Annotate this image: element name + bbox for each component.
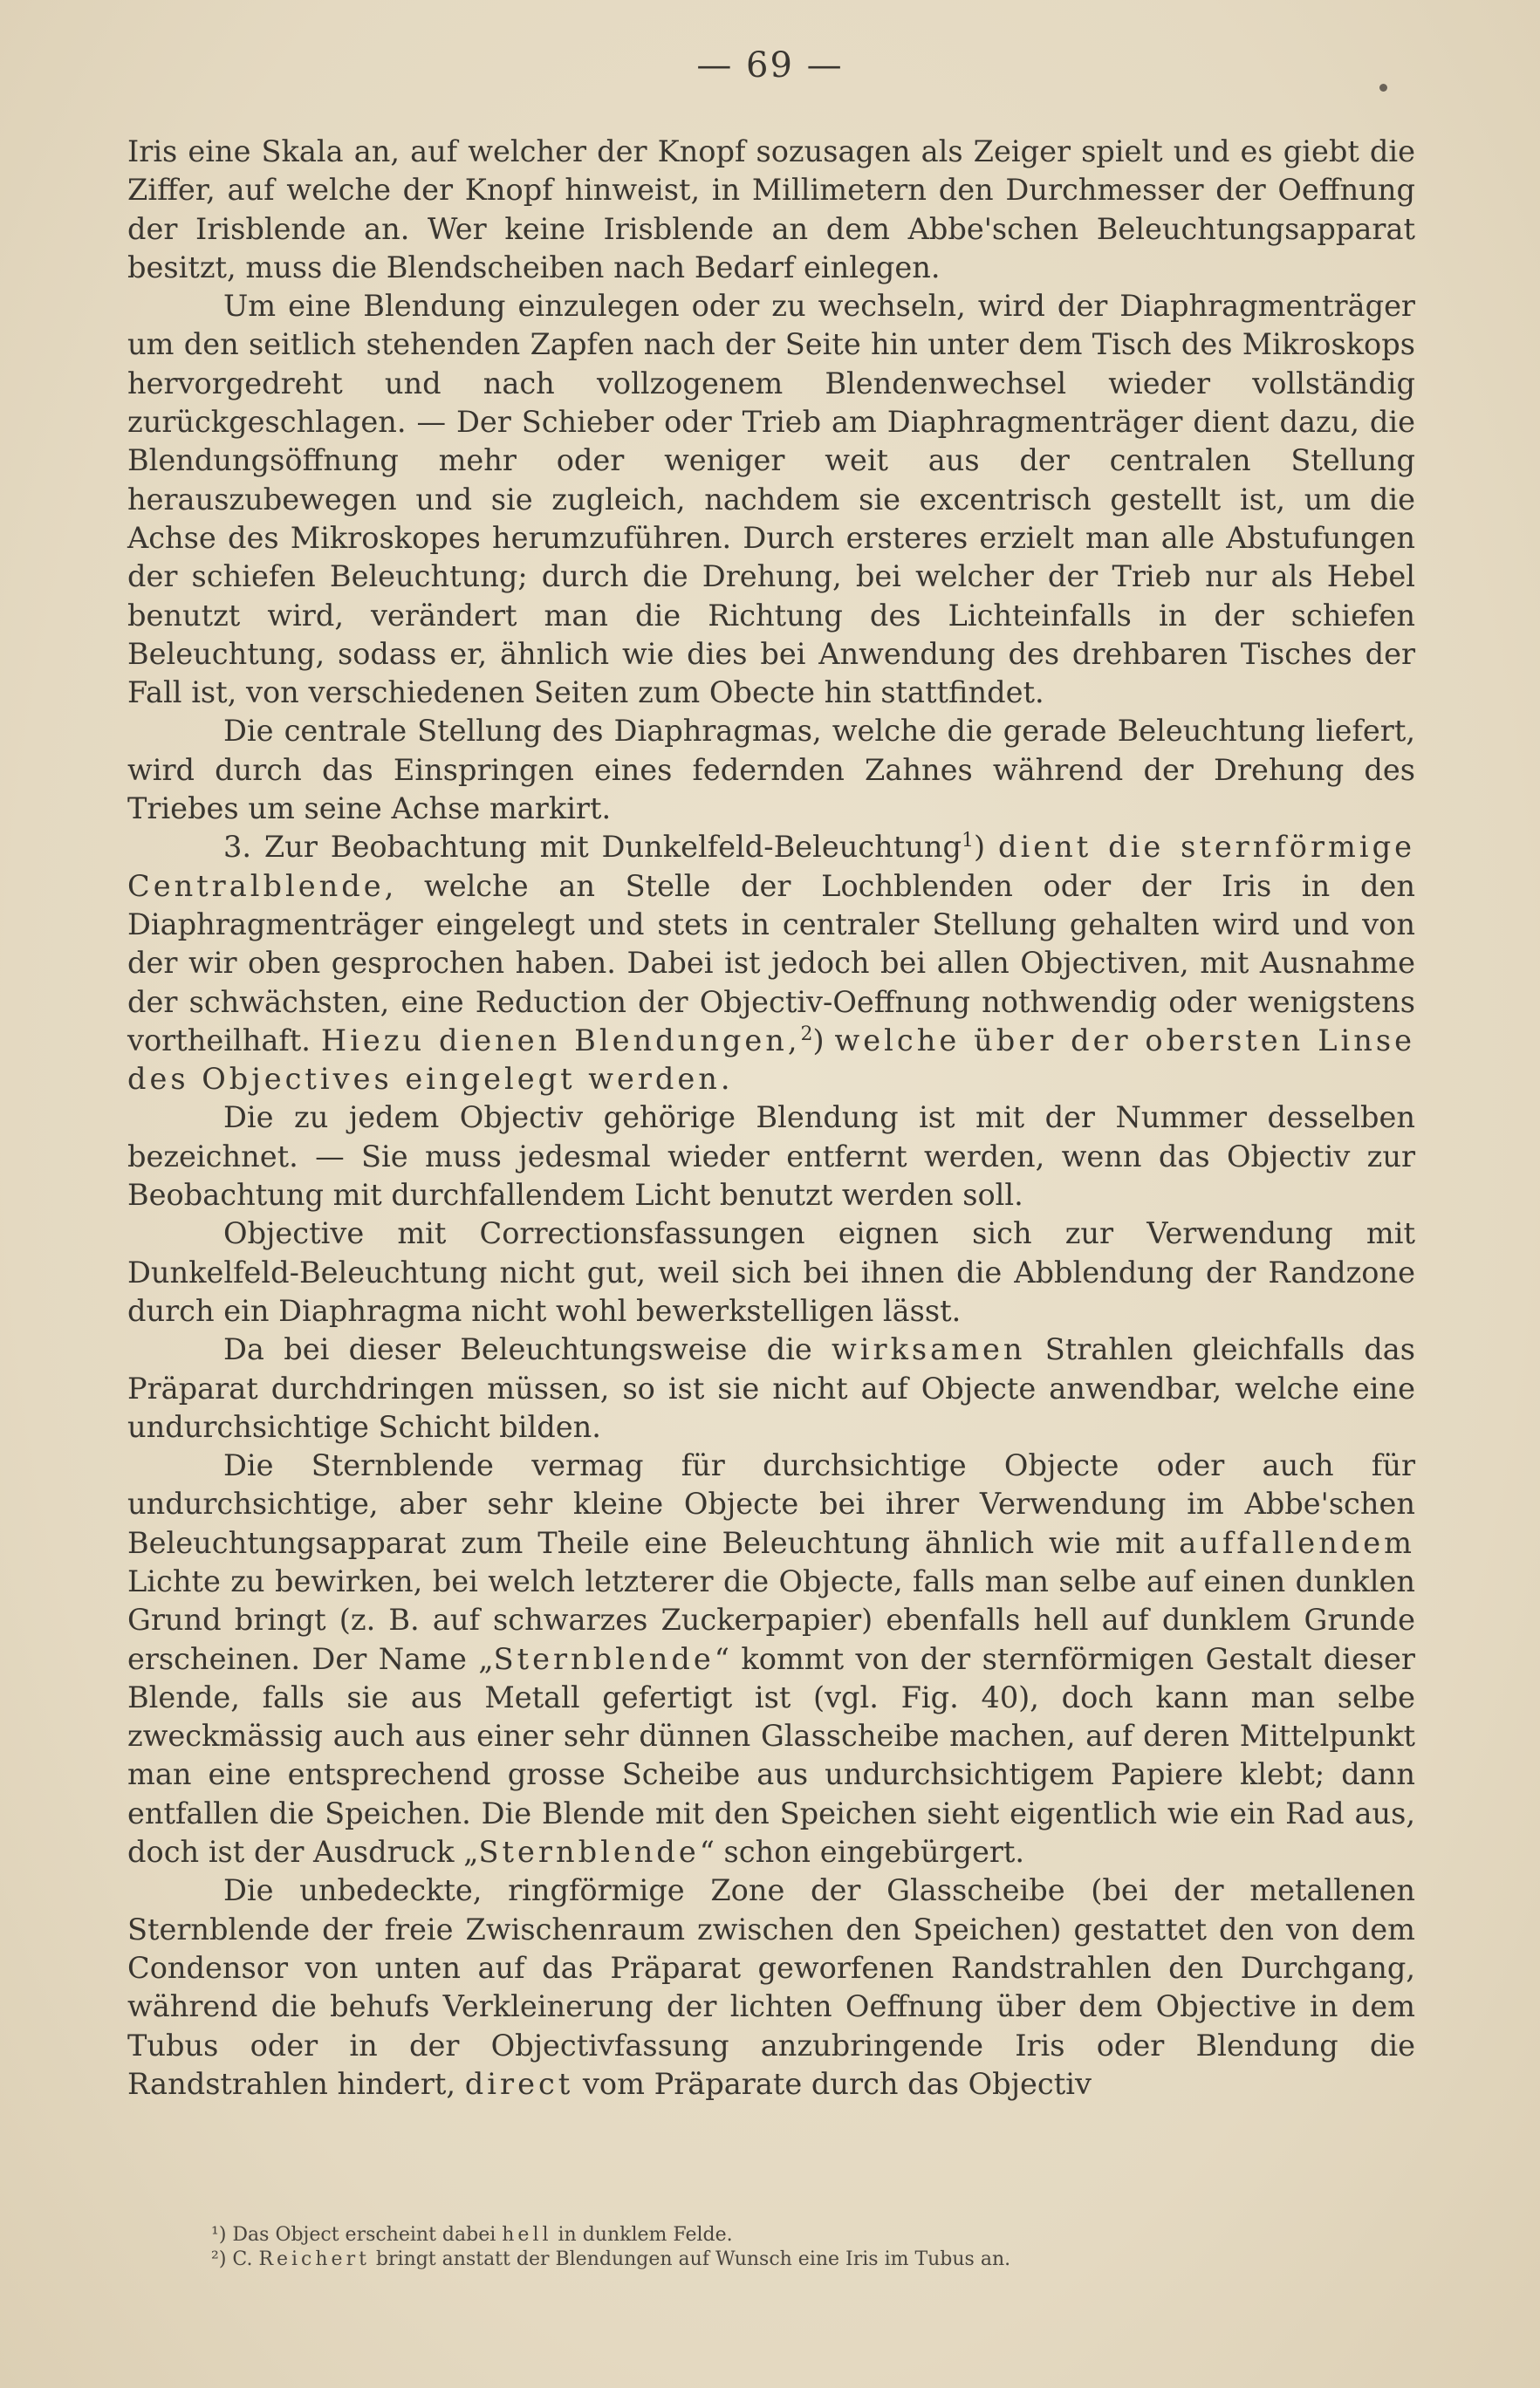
footnote-mark: ¹) bbox=[211, 2224, 227, 2246]
footnote-ref-2: 2 bbox=[800, 1023, 813, 1045]
spaced-text: Reichert bbox=[258, 2248, 370, 2270]
text-run: vom Präparate durch das Objectiv bbox=[573, 2066, 1092, 2101]
paragraph-7 bbox=[127, 1331, 1415, 1447]
paragraph-6: Objective mit Correctionsfassungen eignen sich zur Verwendung mit Dunkelfeld-Beleuchtung nicht gut, weil sich bei ihnen die Abblendung der Randzone durch ein Diaphragma nicht wohl bewerkstelligen lässt. bbox=[127, 1216, 1415, 1328]
spaced-text: welche über der obersten Linse des Objectives eingelegt werden. bbox=[127, 1023, 1415, 1097]
footnote-1 bbox=[211, 2223, 1241, 2248]
text-run: Das Object erscheint dabei bbox=[226, 2224, 503, 2246]
spaced-text: direct bbox=[464, 2066, 574, 2101]
spaced-text: wirksamen bbox=[832, 1332, 1026, 1367]
text-run: Die unbedeckte, ringförmige Zone der Glasscheibe (bei der metallenen Sternblende der freie Zwischenraum zwischen den Speichen) gestattet den von dem Condensor von unten auf das Präparat geworfenen Randstrahlen den Durchgang, während die behufs Verkleinerung der lichten Oeffnung über dem Objective in dem Tubus oder in der Objectivfassung anzubringende Iris oder Blendung die Randstrahlen hindert, bbox=[127, 1873, 1415, 2101]
ink-spot bbox=[1379, 84, 1387, 92]
footnote-ref-1: 1 bbox=[962, 830, 975, 852]
footnote-2 bbox=[211, 2248, 1241, 2272]
paragraph-3: Die centrale Stellung des Diaphragmas, welche die gerade Beleuchtung liefert, wird durch das Einspringen eines federnden Zahnes während der Drehung des Triebes um seine Achse markirt. bbox=[127, 714, 1415, 826]
text-run: Lichte zu bewirken, bei welch letzterer die Objecte, falls man selbe auf einen dunklen Grund bringt (z. B. auf schwarzes Zuckerpapier) ebenfalls hell auf dunklem Grunde erscheinen. Der Name „ bbox=[127, 1563, 1415, 1676]
text-run: C. bbox=[226, 2248, 259, 2270]
footnotes bbox=[211, 2223, 1241, 2272]
text-run: in dunklem Felde. bbox=[551, 2224, 733, 2246]
spaced-text: auffallendem bbox=[1179, 1525, 1415, 1560]
paragraph-1: Iris eine Skala an, auf welcher der Knopf sozusagen als Zeiger spielt und es giebt die Ziffer, auf welche der Knopf hinweist, in Millimetern den Durchmesser der Oeffnung der Irisblende an. Wer keine Irisblende an dem Abbe'schen Beleuchtungsapparat besitzt, muss die Blendscheiben nach Bedarf einlegen. bbox=[127, 134, 1415, 284]
spaced-text: dient die sternförmige Centralblende bbox=[127, 830, 1416, 903]
paragraph-4 bbox=[127, 828, 1415, 1098]
text-run: , welche an Stelle der Lochblenden oder der Iris in den Diaphragmenträger eingelegt und stets in centraler Stellung gehalten wird und von der wir oben gesprochen haben. Dabei ist jedoch bei allen Objectiven, mit Ausnahme der schwächsten, eine Reduction der Objectiv-Oeffnung nothwendig oder wenigstens vortheilhaft. bbox=[127, 868, 1415, 1057]
paragraph-9 bbox=[127, 1871, 1415, 2104]
text-run: “ kommt von der sternförmigen Gestalt dieser Blende, falls sie aus Metall gefertigt ist (vgl. Fig. 40), doch kann man selbe zweckmässig auch aus einer sehr dünnen Glasscheibe machen, auf deren Mittelpunkt man eine entsprechend grosse Scheibe aus undurchsichtigem Papiere klebt; dann entfallen die Speichen. Die Blende mit den Speichen sieht eigentlich wie ein Rad aus, doch ist der Ausdruck „ bbox=[127, 1641, 1415, 1870]
paragraph-2: Um eine Blendung einzulegen oder zu wechseln, wird der Diaphragmenträger um den seitlich stehenden Zapfen nach der Seite hin unter dem Tisch des Mikroskops hervorgedreht und nach vollzogenem Blendenwechsel wieder vollständig zurückgeschlagen. — Der Schieber oder Trieb am Diaphragmenträger dient dazu, die Blendungsöffnung mehr oder weniger weit aus der centralen Stellung herauszubewegen und sie zugleich, nachdem sie excentrisch gestellt ist, um die Achse des Mikroskopes herumzuführen. Durch ersteres erzielt man alle Abstufungen der schiefen Beleuchtung; durch die Drehung, bei welcher der Trieb nur als Hebel benutzt wird, verändert man die Richtung des Lichteinfalls in der schiefen Beleuchtung, sodass er, ähnlich wie dies bei Anwendung des drehbaren Tisches der Fall ist, von verschiedenen Seiten zum Obecte hin stattfindet. bbox=[127, 289, 1415, 710]
text-run: Strahlen gleichfalls das Präparat durchdringen müssen, so ist sie nicht auf Objecte anwendbar, welche eine undurchsichtige Schicht bilden. bbox=[127, 1332, 1415, 1444]
text-run: “ schon eingebürgert. bbox=[699, 1835, 1025, 1870]
footnote-mark: ²) bbox=[211, 2248, 227, 2270]
spaced-text: Sternblende bbox=[478, 1835, 700, 1870]
text-run: bringt anstatt der Blendungen auf Wunsch eine Iris im Tubus an. bbox=[369, 2248, 1011, 2270]
spaced-text: hell bbox=[502, 2224, 552, 2246]
body-text bbox=[127, 133, 1415, 2104]
text-run: Die Sternblende vermag für durchsichtige Objecte oder auch für undurchsichtige, aber sehr kleine Objecte bei ihrer Verwendung im Abbe'schen Beleuchtungsapparat zum Theile eine Beleuchtung ähnlich wie mit bbox=[127, 1448, 1415, 1560]
paragraph-5: Die zu jedem Objectiv gehörige Blendung ist mit der Nummer desselben bezeichnet. — Sie muss jedesmal wieder entfernt werden, wenn das Objectiv zur Beobachtung mit durchfallendem Licht benutzt werden soll. bbox=[127, 1100, 1415, 1213]
text-run: ) bbox=[812, 1023, 835, 1057]
text-run: 3. Zur Beobachtung mit Dunkelfeld-Beleuchtung bbox=[223, 830, 962, 865]
text-run: ) bbox=[974, 830, 999, 865]
spaced-text: Sternblende bbox=[493, 1641, 715, 1676]
paragraph-8 bbox=[127, 1447, 1415, 1871]
text-run: Da bei dieser Beleuchtungsweise die bbox=[223, 1332, 832, 1367]
spaced-text: Hiezu dienen Blendungen, bbox=[320, 1023, 801, 1057]
page-number: — 69 — bbox=[696, 45, 844, 86]
